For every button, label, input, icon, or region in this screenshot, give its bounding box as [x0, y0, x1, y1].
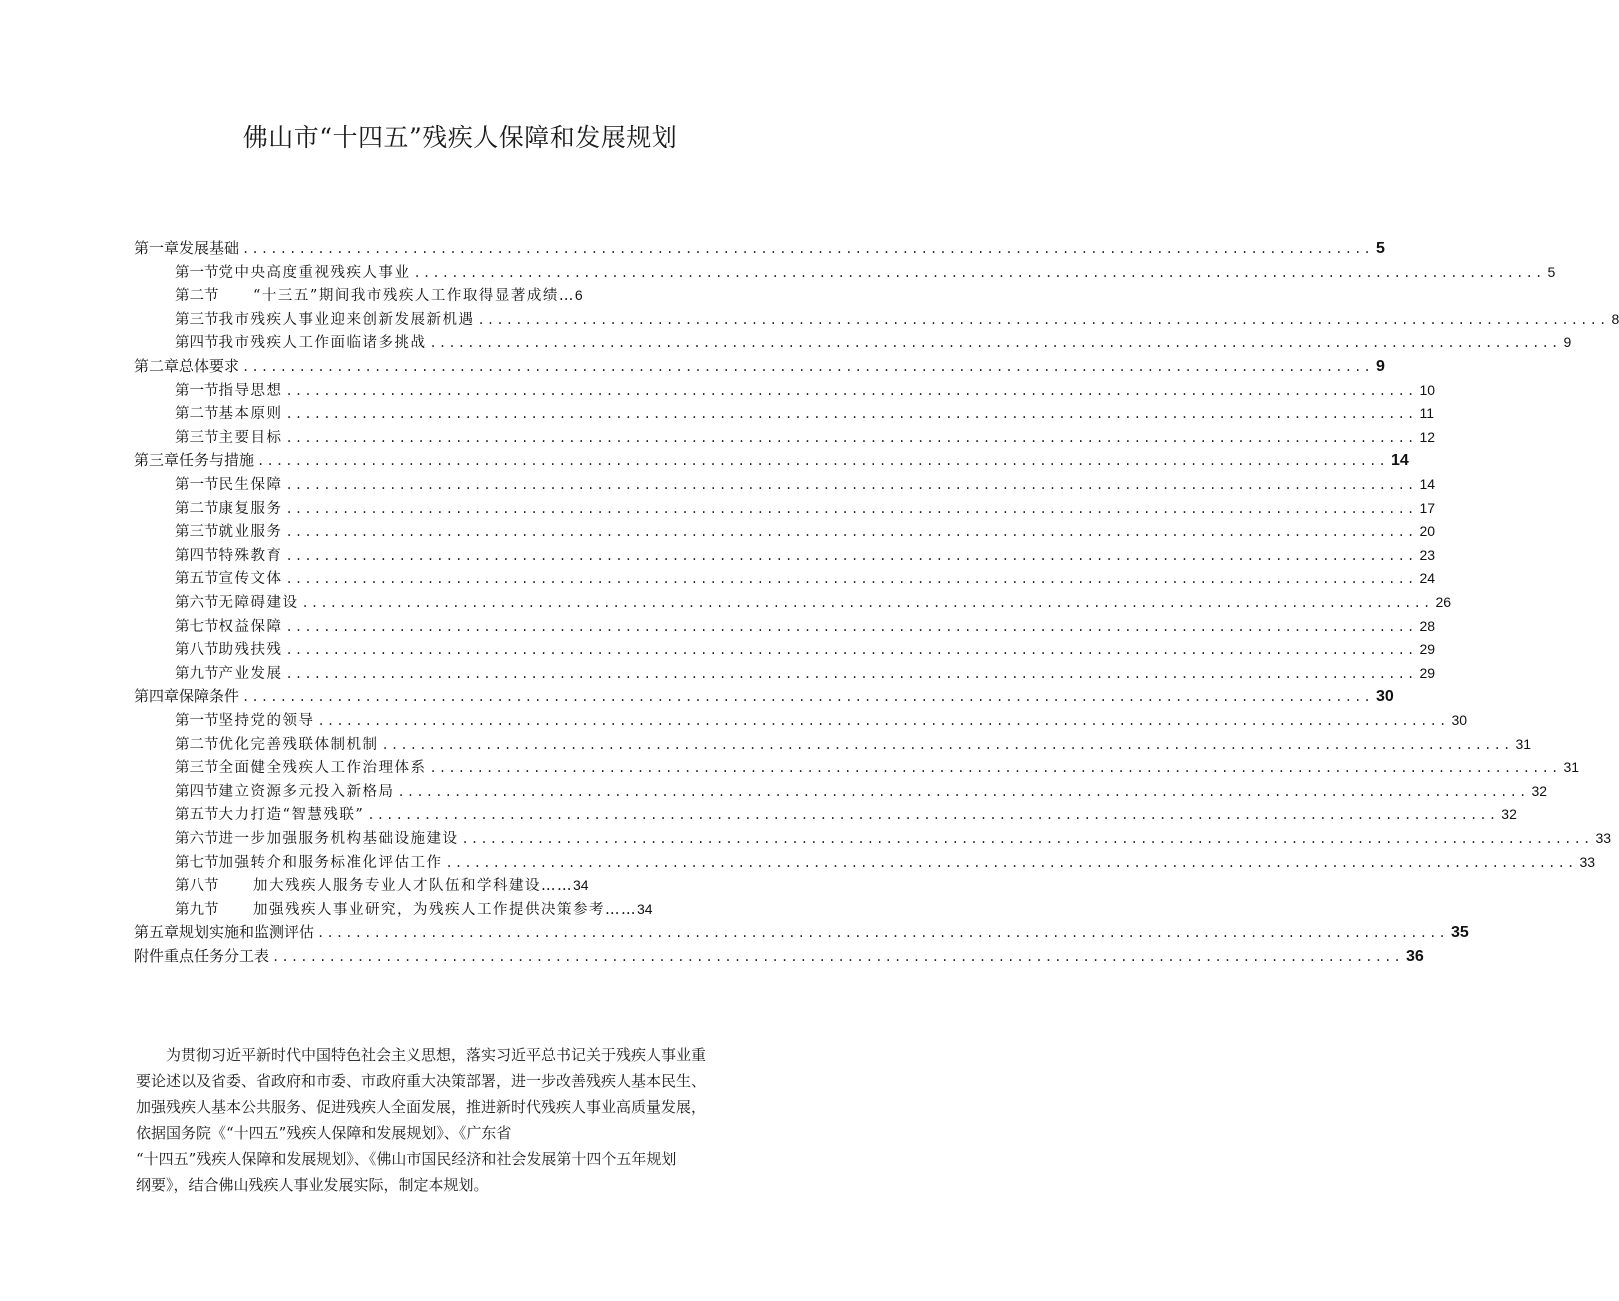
toc-section-label: 第三节	[175, 311, 219, 328]
toc-section-label: 第一节	[175, 713, 219, 729]
toc-section-label: 第六节	[175, 831, 219, 847]
toc-page-number: 6	[574, 287, 583, 304]
toc-leader-dots: ........................................................................................................................	[413, 265, 1545, 280]
toc-leader-dots: ........................................................................................................................	[285, 548, 1417, 563]
toc-entry-title: 指导思想	[218, 382, 283, 399]
toc-section-label: 第四节	[175, 547, 219, 564]
toc-chapter-entry[interactable]	[134, 684, 1394, 708]
toc-entry-title: 我市残疾人事业迎来创新发展新机遇	[218, 311, 475, 328]
toc-section-entry[interactable]	[175, 850, 1596, 874]
intro-line: 为贯彻习近平新时代中国特色社会主义思想，落实习近平总书记关于残疾人事业重	[136, 1046, 707, 1064]
toc-section-label: 第五节	[175, 807, 219, 824]
toc-leader-dots: ........................................................................................................................	[285, 430, 1417, 445]
toc-page-number: 28	[1419, 617, 1436, 634]
toc-section-entry[interactable]	[175, 590, 1452, 614]
toc-entry-title: 加大残疾人服务专业人才队伍和学科建设……	[253, 878, 573, 895]
toc-section-entry[interactable]	[175, 425, 1436, 449]
toc-page-number: 33	[1579, 853, 1596, 870]
toc-page-number: 23	[1419, 546, 1436, 563]
toc-entry-title: 主要目标	[218, 429, 283, 446]
toc-page-number: 30	[1451, 712, 1468, 728]
toc-leader-dots: ........................................................................................................................	[381, 737, 1513, 752]
toc-page-number: 34	[637, 900, 653, 917]
toc-section-label: 第八节	[175, 642, 219, 659]
toc-section-entry[interactable]	[175, 732, 1532, 756]
toc-page-number: 32	[1501, 806, 1517, 823]
toc-section-entry[interactable]	[175, 637, 1436, 661]
toc-entry-title: 康复服务	[218, 500, 283, 517]
intro-line: “十四五”残疾人保障和发展规划》、《佛山市国民经济和社会发展第十四个五年规划	[136, 1150, 677, 1168]
toc-leader-dots: ........................................................................................................................	[317, 714, 1449, 728]
intro-line: 纲要》，结合佛山残疾人事业发展实际，制定本规划。	[136, 1176, 489, 1194]
toc-page-number: 20	[1419, 523, 1436, 540]
toc-entry-title: 加强残疾人事业研究，为残疾人工作提供决策参考……	[253, 901, 637, 918]
toc-page-number: 33	[1595, 830, 1612, 846]
intro-line: 要论述以及省委、省政府和市委、市政府重大决策部署，进一步改善残疾人基本民生、	[136, 1072, 707, 1090]
toc-entry-title: 建立资源多元投入新格局	[218, 783, 395, 800]
toc-entry-title: 权益保障	[218, 618, 283, 635]
toc-page-number: 8	[1611, 310, 1619, 327]
toc-section-label: 第一节	[175, 264, 219, 281]
toc-section-label: 第三节	[175, 429, 219, 446]
toc-section-entry[interactable]	[175, 614, 1436, 638]
toc-entry-title: 第一章发展基础	[134, 239, 240, 257]
toc-page-number: 10	[1419, 381, 1436, 398]
toc-leader-dots: ........................................................................................................................	[285, 525, 1417, 540]
toc-section-label: 第九节	[175, 665, 219, 682]
toc-entry-title: 坚持党的领导	[218, 713, 315, 729]
toc-entry-title: 加强转介和服务标准化评估工作	[218, 854, 443, 871]
toc-section-entry[interactable]	[175, 543, 1436, 567]
toc-entry-title: 第四章保障条件	[134, 687, 240, 706]
toc-section-label: 第二节	[175, 406, 219, 423]
toc-page-number: 9	[1375, 358, 1385, 375]
toc-leader-dots: ........................................................................................................................	[285, 643, 1417, 658]
toc-section-entry[interactable]	[175, 330, 1572, 354]
toc-leader-dots: ........................................................................................................................	[285, 478, 1417, 492]
toc-page-number: 30	[1375, 688, 1394, 706]
toc-section-entry[interactable]	[175, 283, 583, 307]
toc-leader-dots: ........................................................................................................................	[301, 596, 1433, 610]
toc-page-number: 26	[1435, 594, 1452, 610]
toc-leader-dots: ........................................................................................................................	[317, 926, 1448, 941]
toc-page-number: 17	[1419, 499, 1436, 516]
toc-entry-title: 优化完善残联体制机制	[218, 736, 379, 753]
toc-page-number: 12	[1419, 428, 1436, 445]
toc-entry-title: 产业发展	[218, 665, 283, 682]
toc-entry-title: 第二章总体要求	[134, 357, 240, 375]
toc-page-number: 14	[1390, 452, 1409, 470]
toc-page-number: 32	[1531, 782, 1548, 799]
toc-section-entry[interactable]	[175, 496, 1436, 520]
toc-page-number: 31	[1563, 759, 1580, 776]
toc-section-label: 第七节	[175, 618, 219, 635]
toc-entry-title: 特殊教育	[218, 547, 283, 564]
toc-section-label: 第四节	[175, 335, 219, 352]
document-title: 佛山市“十四五”残疾人保障和发展规划	[242, 123, 678, 152]
toc-section-label: 第二节	[175, 500, 219, 517]
toc-entry-title: 大力打造“智慧残联”	[218, 807, 365, 824]
toc-section-entry[interactable]	[175, 802, 1517, 826]
toc-entry-title: 进一步加强服务机构基础设施建设	[218, 831, 459, 847]
toc-leader-dots: ........................................................................................................................	[285, 383, 1417, 398]
toc-section-label: 第二节	[175, 736, 219, 753]
toc-section-label: 第三节	[175, 760, 219, 777]
toc-entry-title: “十三五”期间我市残疾人工作取得显著成绩…	[253, 288, 575, 305]
toc-page-number: 29	[1419, 664, 1436, 681]
toc-leader-dots: ........................................................................................................................	[461, 832, 1593, 846]
toc-leader-dots: ........................................................................................................................	[285, 619, 1417, 634]
toc-entry-title: 民生保障	[218, 477, 283, 493]
toc-chapter-entry[interactable]	[134, 448, 1409, 472]
toc-section-entry[interactable]	[175, 779, 1548, 803]
toc-entry-title: 附件重点任务分工表	[134, 947, 270, 965]
toc-page-number: 31	[1515, 735, 1532, 752]
toc-section-entry[interactable]	[175, 873, 589, 897]
toc-leader-dots: ........................................................................................................................	[272, 950, 1403, 964]
toc-leader-dots: ........................................................................................................................	[242, 360, 1373, 374]
toc-chapter-entry[interactable]	[134, 236, 1385, 260]
toc-page-number: 34	[573, 877, 589, 894]
toc-entry-title: 助残扶残	[218, 642, 283, 659]
toc-section-entry[interactable]	[175, 401, 1434, 425]
toc-leader-dots: ........................................................................................................................	[242, 242, 1373, 256]
toc-section-entry[interactable]	[175, 378, 1436, 402]
toc-chapter-entry[interactable]	[134, 920, 1469, 944]
toc-page-number: 29	[1419, 641, 1436, 658]
toc-entry-title: 无障碍建设	[218, 595, 299, 611]
toc-entry-title: 我市残疾人工作面临诸多挑战	[218, 335, 427, 352]
toc-section-entry[interactable]	[175, 519, 1436, 543]
toc-entry-title: 第五章规划实施和监测评估	[134, 923, 315, 942]
toc-leader-dots: ........................................................................................................................	[285, 666, 1417, 681]
toc-page-number: 5	[1375, 240, 1385, 257]
toc-leader-dots: ........................................................................................................................	[285, 501, 1417, 516]
toc-entry-title: 基本原则	[218, 406, 283, 423]
toc-entry-title: 全面健全残疾人工作治理体系	[218, 760, 427, 777]
intro-line: 加强残疾人基本公共服务、促进残疾人全面发展，推进新时代残疾人事业高质量发展，	[136, 1098, 707, 1116]
toc-section-label: 第六节	[175, 595, 219, 611]
toc-page-number: 24	[1419, 570, 1436, 587]
toc-leader-dots: ........................................................................................................................	[477, 312, 1609, 327]
toc-page-number: 14	[1419, 476, 1436, 492]
toc-page-number: 5	[1547, 263, 1556, 280]
toc-chapter-entry[interactable]	[134, 354, 1385, 378]
toc-leader-dots: ........................................................................................................................	[445, 855, 1577, 870]
toc-leader-dots: ........................................................................................................................	[397, 784, 1529, 799]
toc-section-label: 第二节	[175, 288, 219, 305]
toc-leader-dots: ........................................................................................................................	[285, 407, 1417, 422]
toc-section-entry[interactable]	[175, 307, 1619, 331]
toc-leader-dots: ........................................................................................................................	[367, 808, 1499, 823]
toc-section-label: 第九节	[175, 901, 219, 918]
toc-section-label: 第四节	[175, 783, 219, 800]
toc-entry-title: 宣传文体	[218, 571, 283, 588]
toc-section-label: 第三节	[175, 524, 219, 541]
toc-leader-dots: ........................................................................................................................	[429, 761, 1561, 776]
intro-paragraph	[136, 1042, 796, 1198]
toc-entry-title: 就业服务	[218, 524, 283, 541]
toc-leader-dots: ........................................................................................................................	[429, 336, 1561, 351]
toc-section-label: 第八节	[175, 878, 219, 895]
intro-line: 依据国务院《“十四五”残疾人保障和发展规划》、《广东省	[136, 1124, 512, 1142]
toc-section-entry[interactable]	[175, 260, 1556, 284]
toc-page-number: 9	[1563, 334, 1572, 351]
toc-section-entry[interactable]	[175, 708, 1468, 732]
toc-section-entry[interactable]	[175, 755, 1580, 779]
toc-section-entry[interactable]	[175, 897, 653, 921]
toc-leader-dots: ........................................................................................................................	[242, 690, 1373, 705]
toc-entry-title: 党中央高度重视残疾人事业	[218, 264, 411, 281]
toc-section-entry[interactable]	[175, 826, 1612, 850]
toc-section-entry[interactable]	[175, 566, 1436, 590]
toc-section-entry[interactable]	[175, 472, 1436, 496]
toc-entry-title: 第三章任务与措施	[134, 451, 255, 470]
toc-leader-dots: ........................................................................................................................	[257, 454, 1388, 469]
toc-section-entry[interactable]	[175, 661, 1436, 685]
toc-section-label: 第一节	[175, 382, 219, 399]
toc-chapter-entry[interactable]	[134, 944, 1424, 968]
toc-section-label: 第一节	[175, 477, 219, 493]
toc-section-label: 第七节	[175, 854, 219, 871]
toc-page-number: 36	[1405, 948, 1424, 965]
toc-section-label: 第五节	[175, 571, 219, 588]
toc-page-number: 35	[1450, 924, 1469, 942]
toc-page-number: 11	[1419, 405, 1434, 422]
toc-leader-dots: ........................................................................................................................	[285, 572, 1417, 587]
